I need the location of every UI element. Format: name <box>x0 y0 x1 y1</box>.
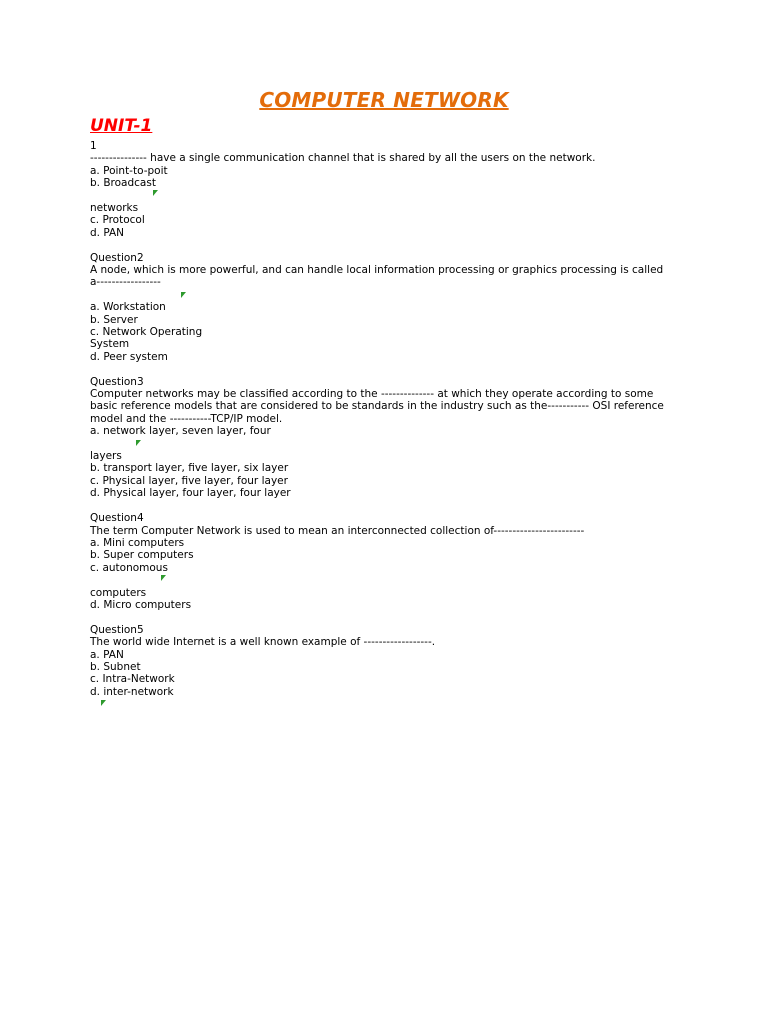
question-2-text-line-2: a----------------- <box>90 276 161 289</box>
question-1-text: --------------- have a single communication channel that is shared by all the users on the network. <box>90 152 596 165</box>
question-3-text-line-1: Computer networks may be classified according to the -------------- at which they operate according to some <box>90 388 654 401</box>
question-3-label: Question3 <box>90 375 144 388</box>
question-2-option-b: b. Server <box>90 313 138 326</box>
question-3-text-line-3: model and the -----------TCP/IP model. <box>90 412 283 425</box>
document-title: COMPUTER NETWORK <box>259 88 509 112</box>
question-2-option-d: d. Peer system <box>90 350 168 363</box>
unit-heading: UNIT-1 <box>90 116 153 136</box>
question-5 <box>90 624 690 698</box>
question-1-option-c: c. Protocol <box>90 214 145 227</box>
answer-marker-icon <box>101 700 106 706</box>
question-4-option-c-continued: computers <box>90 586 147 599</box>
question-3-option-c: c. Physical layer, five layer, four layer <box>90 474 288 487</box>
question-1-option-b-continued: networks <box>90 202 139 215</box>
question-1 <box>90 140 690 239</box>
question-4-option-d: d. Micro computers <box>90 598 192 611</box>
answer-marker-icon <box>161 575 166 581</box>
question-5-option-b: b. Subnet <box>90 660 141 673</box>
question-4 <box>90 512 690 611</box>
question-2-label: Question2 <box>90 251 144 264</box>
question-5-option-d: d. inter-network <box>90 685 174 698</box>
question-4-label: Question4 <box>90 512 144 525</box>
question-3 <box>90 376 690 500</box>
question-3-option-b: b. transport layer, five layer, six layer <box>90 462 289 475</box>
question-2-option-a: a. Workstation <box>90 301 166 314</box>
question-3-option-d: d. Physical layer, four layer, four layer <box>90 487 291 500</box>
question-3-text-line-2: basic reference models that are considered to be standards in the industry such as the----------- OSI reference <box>90 400 664 413</box>
question-5-text: The world wide Internet is a well known example of ------------------. <box>90 636 436 649</box>
question-1-option-b: b. Broadcast <box>90 177 156 190</box>
answer-marker-icon <box>153 190 158 196</box>
question-2-option-c-continued: System <box>90 338 130 351</box>
question-list <box>90 140 690 698</box>
question-4-option-c: c. autonomous <box>90 561 168 574</box>
question-1-label: 1 <box>90 140 97 152</box>
question-5-option-c: c. Intra-Network <box>90 673 175 686</box>
question-4-option-b: b. Super computers <box>90 549 194 562</box>
question-5-option-a: a. PAN <box>90 648 124 661</box>
question-2-option-c: c. Network Operating <box>90 326 203 339</box>
question-1-option-d: d. PAN <box>90 226 125 239</box>
question-2-text-line-1: A node, which is more powerful, and can handle local information processing or graphics processing is called <box>90 264 664 277</box>
question-4-option-a: a. Mini computers <box>90 536 185 549</box>
question-2 <box>90 252 690 364</box>
answer-marker-icon <box>181 292 186 298</box>
question-3-option-a-continued: layers <box>90 450 122 463</box>
question-4-text: The term Computer Network is used to mean an interconnected collection of------------------------ <box>90 524 585 537</box>
answer-marker-icon <box>136 440 141 446</box>
question-1-option-a: a. Point-to-poit <box>90 164 168 177</box>
question-5-label: Question5 <box>90 623 144 636</box>
question-3-option-a: a. network layer, seven layer, four <box>90 425 271 438</box>
